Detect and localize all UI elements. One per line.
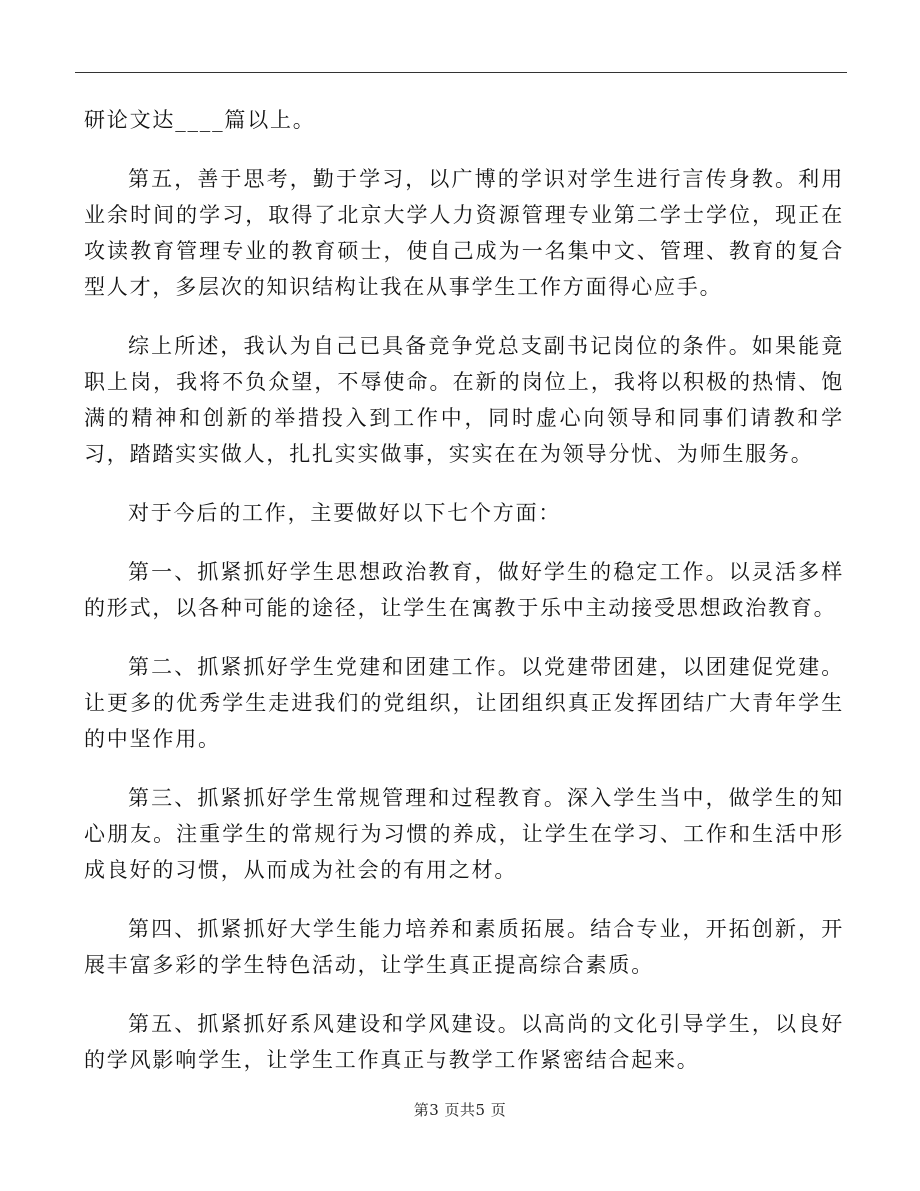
page-number: 第3 页共5 页 — [413, 1101, 507, 1119]
paragraph-fifth-quality: 第五，善于思考，勤于学习，以广博的学识对学生进行言传身教。利用业余时间的学习，取得了北京大学人力资源管理专业第二学士学位，现正在攻读教育管理专业的教育硕士，使自己成为一名集中文、管理、教育的复合型人才，多层次的知识结构让我在从事学生工作方面得心应手。 — [84, 167, 844, 299]
header-rule — [75, 72, 847, 73]
paragraph-plan-1: 第一、抓紧抓好学生思想政治教育，做好学生的稳定工作。以灵活多样的形式，以各种可能的途径，让学生在寓教于乐中主动接受思想政治教育。 — [84, 560, 844, 620]
document-body — [84, 102, 844, 1078]
paragraph-plan-4: 第四、抓紧抓好大学生能力培养和素质拓展。结合专业，开拓创新，开展丰富多彩的学生特色活动，让学生真正提高综合素质。 — [84, 917, 844, 977]
paragraph-plan-2: 第二、抓紧抓好学生党建和团建工作。以党建带团建，以团建促党建。让更多的优秀学生走进我们的党组织，让团组织真正发挥团结广大青年学生的中坚作用。 — [84, 655, 844, 751]
paragraph-continuation: 研论文达____篇以上。 — [84, 108, 316, 132]
paragraph-summary: 综上所述，我认为自己已具备竞争党总支副书记岗位的条件。如果能竟职上岗，我将不负众望，不辱使命。在新的岗位上，我将以积极的热情、饱满的精神和创新的举措投入到工作中，同时虚心向领导和同事们请教和学习，踏踏实实做人，扎扎实实做事，实实在在为领导分忧、为师生服务。 — [84, 334, 844, 466]
paragraph-plan-3: 第三、抓紧抓好学生常规管理和过程教育。深入学生当中，做学生的知心朋友。注重学生的常规行为习惯的养成，让学生在学习、工作和生活中形成良好的习惯，从而成为社会的有用之材。 — [84, 786, 844, 882]
paragraph-plan-5: 第五、抓紧抓好系风建设和学风建设。以高尚的文化引导学生，以良好的学风影响学生，让学生工作真正与教学工作紧密结合起来。 — [84, 1012, 844, 1072]
paragraph-intro-plan: 对于今后的工作，主要做好以下七个方面： — [128, 501, 562, 525]
